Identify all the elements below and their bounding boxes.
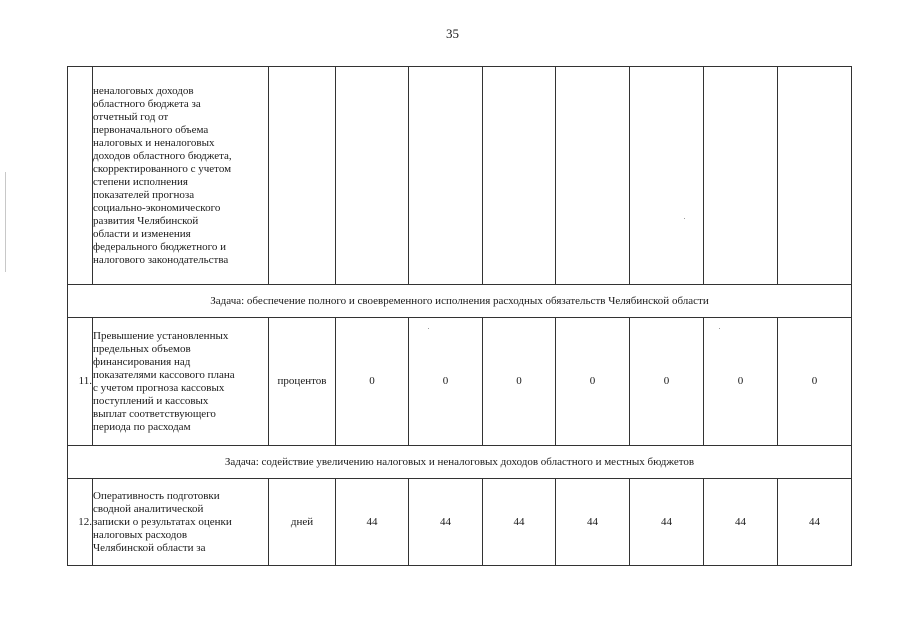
indicator-description-text: Оперативность подготовки сводной аналитической записки о результатах оценки налоговых расходов Челябинской области за bbox=[93, 489, 232, 554]
margin-scan-line bbox=[5, 172, 6, 272]
table-row bbox=[68, 67, 852, 285]
indicator-description-text: Превышение установленных предельных объемов финансирования над показателями кассового плана с учетом прогноза кассовых поступлений и кассовых выплат соответствующего периода по расходам bbox=[93, 329, 235, 433]
task-heading: Задача: содействие увеличению налоговых и неналоговых доходов областного и местных бюджетов bbox=[68, 446, 852, 479]
value-cell: 0 bbox=[778, 318, 852, 446]
unit-cell: дней bbox=[269, 479, 336, 566]
value-cell: 0 bbox=[409, 318, 483, 446]
scan-speck bbox=[428, 328, 429, 329]
value-cell: 44 bbox=[778, 479, 852, 566]
value-cell bbox=[778, 67, 852, 285]
value-cell: 0 bbox=[630, 318, 704, 446]
value-cell bbox=[630, 67, 704, 285]
value-cell bbox=[409, 67, 483, 285]
unit-cell: процентов bbox=[269, 318, 336, 446]
value-cell bbox=[336, 67, 409, 285]
row-number: 11. bbox=[68, 318, 93, 446]
indicator-description-text: неналоговых доходов областного бюджета за отчетный год от первоначального объема налоговых и неналоговых доходов областного бюджета, скорректированного с учетом степени исполнения показателей прогноза социально-экономического развития Челябинской области и изменения федерального бюджетного и налогового законодательства bbox=[93, 84, 232, 266]
value-cell: 0 bbox=[556, 318, 630, 446]
task-row bbox=[68, 446, 852, 479]
value-cell bbox=[704, 67, 778, 285]
table-row bbox=[68, 479, 852, 566]
table-row bbox=[68, 318, 852, 446]
row-number bbox=[68, 67, 93, 285]
value-cell: 44 bbox=[630, 479, 704, 566]
indicators-table bbox=[67, 66, 852, 566]
indicator-description bbox=[93, 67, 269, 285]
scan-speck bbox=[684, 218, 685, 219]
value-cell: 44 bbox=[704, 479, 778, 566]
value-cell: 0 bbox=[336, 318, 409, 446]
scan-speck bbox=[719, 328, 720, 329]
value-cell: 0 bbox=[704, 318, 778, 446]
value-cell bbox=[556, 67, 630, 285]
row-number: 12. bbox=[68, 479, 93, 566]
value-cell: 44 bbox=[409, 479, 483, 566]
value-cell bbox=[483, 67, 556, 285]
unit-cell bbox=[269, 67, 336, 285]
indicator-description bbox=[93, 318, 269, 446]
page-number: 35 bbox=[446, 26, 459, 41]
task-row bbox=[68, 285, 852, 318]
value-cell: 44 bbox=[483, 479, 556, 566]
value-cell: 0 bbox=[483, 318, 556, 446]
task-heading: Задача: обеспечение полного и своевременного исполнения расходных обязательств Челябинской области bbox=[68, 285, 852, 318]
value-cell: 44 bbox=[556, 479, 630, 566]
value-cell: 44 bbox=[336, 479, 409, 566]
indicator-description bbox=[93, 479, 269, 566]
